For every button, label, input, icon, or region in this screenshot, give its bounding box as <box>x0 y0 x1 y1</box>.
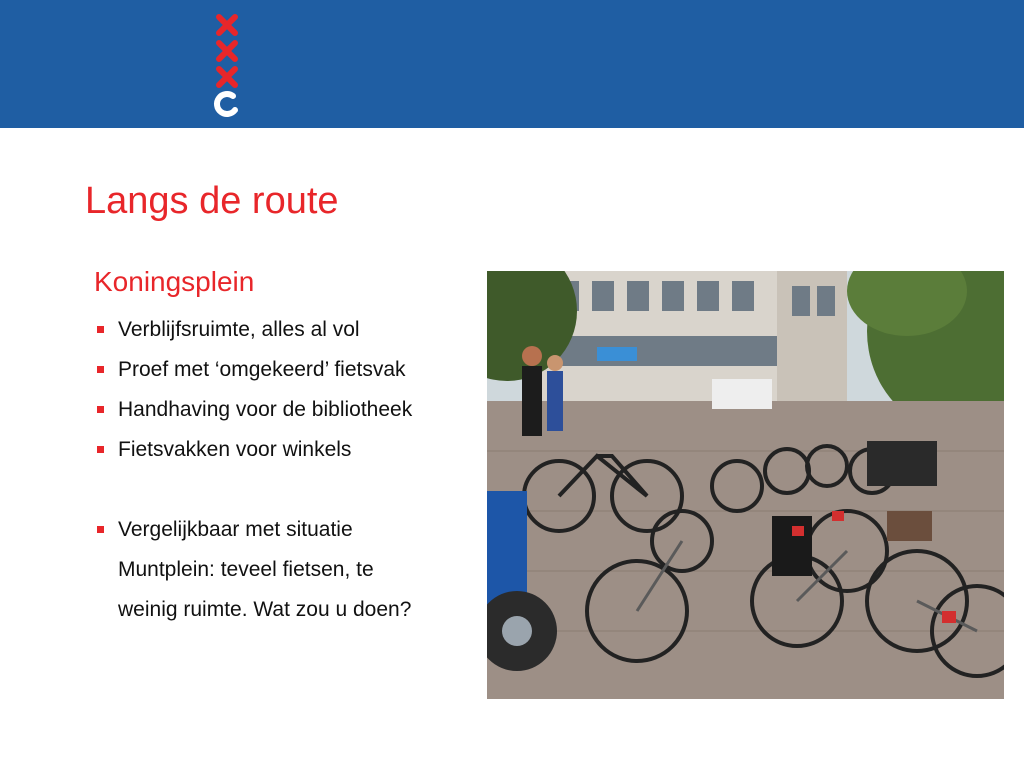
amsterdam-logo-icon <box>212 12 242 118</box>
bullet-item-comparison <box>96 510 486 630</box>
bullet-text: Proef met ‘omgekeerd’ fietsvak <box>118 358 406 381</box>
bullet-square-icon <box>97 526 104 533</box>
bullet-item <box>96 430 486 470</box>
comparison-line-1: Vergelijkbaar met situatie <box>118 518 353 541</box>
koningsplein-bicycles-photo <box>487 271 1004 699</box>
bullet-list <box>96 310 486 630</box>
comparison-line-3: weinig ruimte. Wat zou u doen? <box>118 598 412 621</box>
bullet-item <box>96 350 486 390</box>
photo-illustration <box>487 271 1004 699</box>
header-bar <box>0 0 1024 128</box>
bullet-item <box>96 310 486 350</box>
bullet-square-icon <box>97 406 104 413</box>
bullet-text: Fietsvakken voor winkels <box>118 438 352 461</box>
bullet-text: Handhaving voor de bibliotheek <box>118 398 413 421</box>
bullet-square-icon <box>97 366 104 373</box>
bullet-square-icon <box>97 446 104 453</box>
bullet-square-icon <box>97 326 104 333</box>
bullet-item <box>96 390 486 430</box>
bullet-text: Verblijfsruimte, alles al vol <box>118 318 360 341</box>
section-subtitle: Koningsplein <box>94 266 255 297</box>
comparison-line-2: Muntplein: teveel fietsen, te <box>118 558 374 581</box>
bullet-spacer <box>96 470 486 510</box>
slide-title: Langs de route <box>85 180 339 222</box>
